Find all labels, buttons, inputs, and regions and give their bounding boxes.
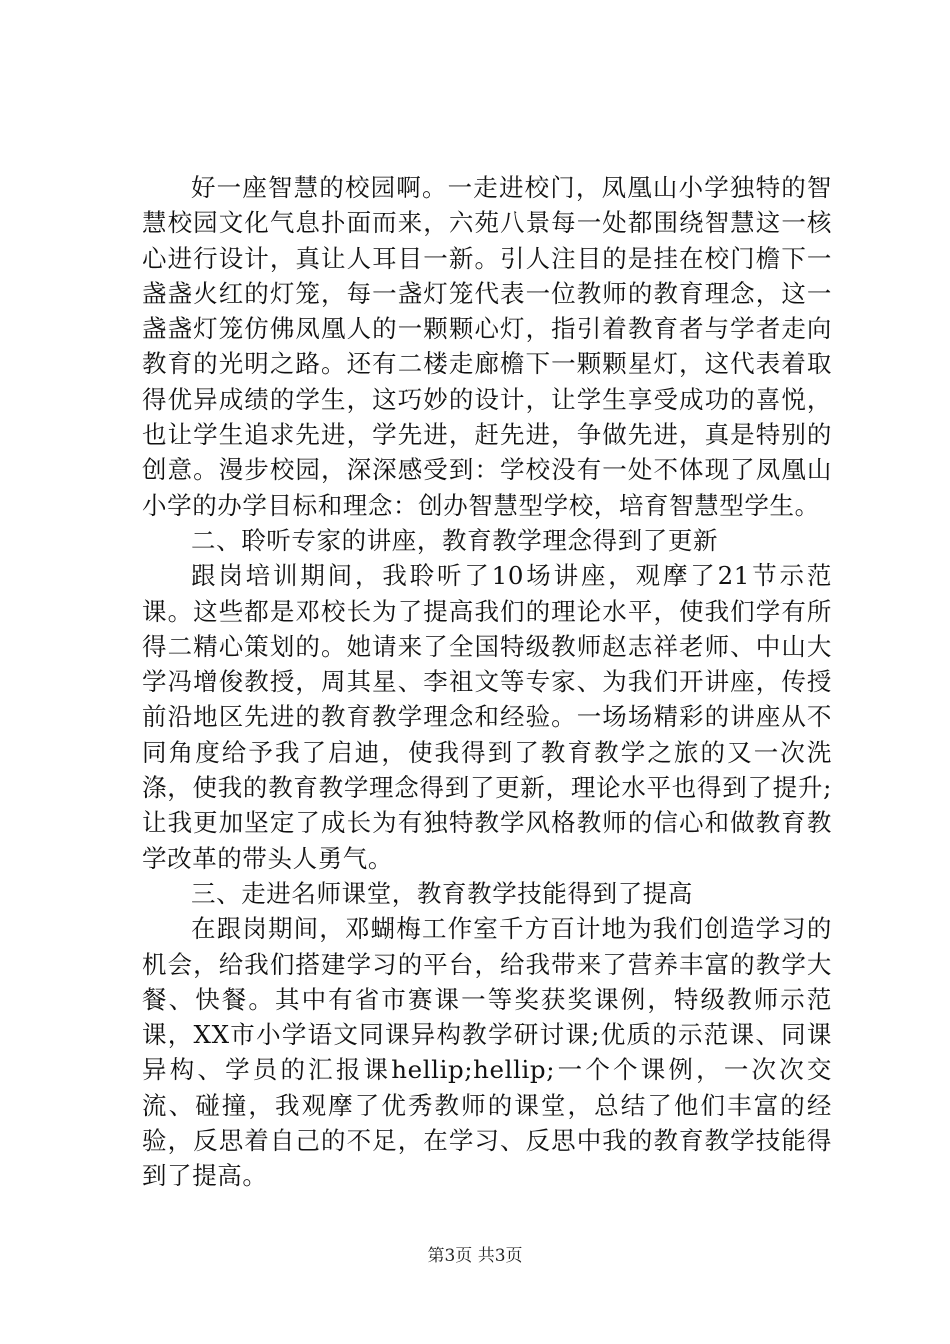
page-footer: 第3页 共3页 <box>427 1246 523 1266</box>
paragraph-classroom: 在跟岗期间，邓蝴梅工作室千方百计地为我们创造学习的机会，给我们搭建学习的平台，给我带来了营养丰富的教学大餐、快餐。其中有省市赛课一等奖获奖课例，特级教师示范课，XX市小学语文同课异构教学研讨课;优质的示范课、同课异构、学员的汇报课hellip;hellip;一个个课例，一次次交流、碰撞，我观摩了优秀教师的课堂，总结了他们丰富的经验，反思着自己的不足，在学习、反思中我的教育教学技能得到了提高。 <box>142 914 832 1191</box>
document-body <box>142 170 832 1194</box>
section-heading-3: 三、走进名师课堂，教育教学技能得到了提高 <box>191 878 693 908</box>
paragraph-lectures: 跟岗培训期间，我聆听了10场讲座，观摩了21节示范课。这些都是邓校长为了提高我们的理论水平，使我们学有所得二精心策划的。她请来了全国特级教师赵志祥老师、中山大学冯增俊教授，周其星、李祖文等专家、为我们开讲座，传授前沿地区先进的教育教学理念和经验。一场场精彩的讲座从不同角度给予我了启迪，使我得到了教育教学之旅的又一次洗涤，使我的教育教学理念得到了更新，理论水平也得到了提升;让我更加坚定了成长为有独特教学风格教师的信心和做教育教学改革的带头人勇气。 <box>142 561 832 873</box>
section-heading-2: 二、聆听专家的讲座，教育教学理念得到了更新 <box>191 525 719 555</box>
paragraph-campus: 好一座智慧的校园啊。一走进校门，凤凰山小学独特的智慧校园文化气息扑面而来，六苑八景每一处都围绕智慧这一核心进行设计，真让人耳目一新。引人注目的是挂在校门檐下一盏盏火红的灯笼，每一盏灯笼代表一位教师的教育理念，这一盏盏灯笼仿佛凤凰人的一颗颗心灯，指引着教育者与学者走向教育的光明之路。还有二楼走廊檐下一颗颗星灯，这代表着取得优异成绩的学生，这巧妙的设计，让学生享受成功的喜悦，也让学生追求先进，学先进，赶先进，争做先进，真是特别的创意。漫步校园，深深感受到：学校没有一处不体现了凤凰山小学的办学目标和理念：创办智慧型学校，培育智慧型学生。 <box>142 173 832 520</box>
